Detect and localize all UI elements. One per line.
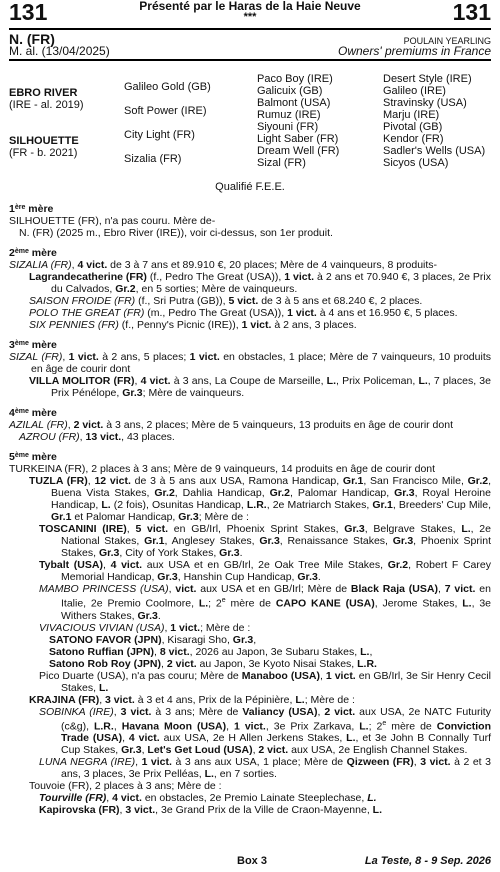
pedigree-gen3: Galicuix (GB) bbox=[257, 85, 323, 97]
pedigree-gen3: Stravinsky (USA) bbox=[383, 97, 467, 109]
dam-1-text: SILHOUETTE (FR), n'a pas couru. Mère de- bbox=[9, 215, 216, 227]
dam-5-grandproduce: SOBINKA (IRE), 3 vict. à 3 ans; Mère de Valiancy (USA), 2 vict. aux USA, 2e NATC Futurity (c&g), L.R., Havana Moon (USA), 1 vict., 3e Prix Zarkava, L.; 2e mère de Conviction Trade (USA), 4 vict. aux USA, 2e H Allen Jerkens Stakes, L., et 3e John B Connally Turf Cup Stakes, Gr.3, Let's Get Loud (USA), 2 vict. aux USA, 2e English Channel Stakes. bbox=[39, 705, 492, 756]
dam-3-text: SIZAL (FR), 1 vict. à 2 ans, 5 places; 1 vict. en obstacles, 1 place; Mère de 7 vainqueurs, 10 produits en âge de courir dont bbox=[9, 351, 491, 375]
section-heading: 5ème mère bbox=[9, 451, 57, 463]
horse-category: POULAIN YEARLING bbox=[403, 36, 491, 46]
owners-premiums: Owners' premiums in France bbox=[338, 44, 491, 58]
section-heading: 1ère mère bbox=[9, 203, 54, 215]
dam-5-grandproduce: Tybalt (USA), 4 vict. aux USA et en GB/Irl, 2e Oak Tree Mile Stakes, Gr.2, Robert F Carey Memorial Handicap, Gr.3, Hanshin Cup Handicap, Gr.3. bbox=[39, 559, 491, 583]
dam-info: (FR - b. 2021) bbox=[9, 147, 78, 159]
pedigree-gen3: Marju (IRE) bbox=[383, 109, 440, 121]
pedigree-gen3: Light Saber (FR) bbox=[257, 133, 339, 145]
female-family bbox=[9, 203, 491, 816]
pedigree-gen3: Siyouni (FR) bbox=[257, 121, 319, 133]
pedigree-gen3: Balmont (USA) bbox=[257, 97, 331, 109]
pedigree-gen3: Sicyos (USA) bbox=[383, 157, 449, 169]
sire-info: (IRE - al. 2019) bbox=[9, 99, 84, 111]
dam-5-grandproduce: Kapirovska (FR), 3 vict., 3e Grand Prix de la Ville de Craon-Mayenne, L. bbox=[39, 804, 383, 816]
presented-by: Présenté par le Haras de la Haie Neuve bbox=[139, 0, 361, 13]
dam-5-text: TURKEINA (FR), 2 places à 3 ans; Mère de 9 vainqueurs, 14 produits en âge de courir dont bbox=[9, 463, 436, 475]
pedigree-gen3: Pivotal (GB) bbox=[383, 121, 443, 133]
dam-2-produce: SIX PENNIES (FR) (f., Penny's Picnic (IRE)), 1 vict. à 2 ans, 3 places. bbox=[29, 319, 357, 331]
dam-5-greatgrandproduce: Satono Ruffian (JPN), 8 vict., 2026 au Japon, 3e Subaru Stakes, L., bbox=[49, 645, 373, 658]
dam-5-greatgrandproduce: Satono Rob Roy (JPN), 2 vict. au Japon, 3e Kyoto Nisai Stakes, L.R. bbox=[49, 657, 377, 670]
horse-sex-dob: M. al. (13/04/2025) bbox=[9, 44, 110, 58]
dam-5-greatgrandproduce: SATONO FAVOR (JPN), Kisaragi Sho, Gr.3, bbox=[49, 633, 257, 646]
dam-2-produce: SAISON FROIDE (FR) (f., Sri Putra (GB)), 5 vict. de 3 à 5 ans et 68.240 €, 2 places. bbox=[29, 295, 423, 307]
dam-5-grandproduce: Pico Duarte (USA), n'a pas couru; Mère de Manaboo (USA), 1 vict. en GB/Irl, 3e Sir Henry Cecil Stakes, L. bbox=[39, 669, 491, 694]
sire-name: EBRO RIVER bbox=[9, 87, 78, 99]
horse-name: N. (FR) bbox=[9, 31, 55, 47]
pedigree-gen3: Galileo (IRE) bbox=[383, 85, 446, 97]
dam-5-produce: TUZLA (FR), 12 vict. de 3 à 5 ans aux USA, Ramona Handicap, Gr.1, San Francisco Mile, Gr.2, Buena Vista Stakes, Gr.2, Dahlia Handicap, Gr.2, Palomar Handicap, Gr.3, Royal Heroine Handicap, L. (2 fois), Osunitas Handicap, L.R., 2e Matriarch Stakes, Gr.1, Breeders' Cup Mile, Gr.1 et Palomar Handicap, Gr.3; Mère de : bbox=[29, 475, 491, 523]
pedigree-gen3: Desert Style (IRE) bbox=[383, 73, 472, 85]
stars: *** bbox=[243, 11, 257, 23]
pedigree-gen2: City Light (FR) bbox=[124, 129, 195, 141]
pedigree-gen3: Paco Boy (IRE) bbox=[257, 73, 333, 85]
pedigree-gen2: Sizalia (FR) bbox=[124, 153, 182, 165]
dam-5-grandproduce: TOSCANINI (IRE), 5 vict. en GB/Irl, Phoenix Sprint Stakes, Gr.3, Belgrave Stakes, L., 2e National Stakes, Gr.1, Anglesey Stakes, Gr.3, Renaissance Stakes, Gr.3, Phoenix Sprint Stakes, Gr.3, City of York Stakes, Gr.3. bbox=[39, 523, 491, 559]
sale-venue-date: La Teste, 8 - 9 Sep. 2026 bbox=[364, 855, 491, 867]
lot-number-right: 131 bbox=[452, 0, 491, 25]
pedigree-gen3: Sadler's Wells (USA) bbox=[383, 145, 486, 157]
dam-5-produce: KRAJINA (FR), 3 vict. à 3 et 4 ans, Prix de la Pépinière, L.; Mère de : bbox=[29, 693, 355, 706]
dam-5-grandproduce: LUNA NEGRA (IRE), 1 vict. à 3 ans aux USA, 1 place; Mère de Qizween (FR), 3 vict. à 2 et 3 ans, 3 places, 3e Prix Pelléas, L., en 7 sorties. bbox=[39, 756, 491, 780]
section-heading: 2ème mère bbox=[9, 247, 57, 259]
pedigree-gen3: Rumuz (IRE) bbox=[257, 109, 321, 121]
dam-name: SILHOUETTE bbox=[9, 135, 79, 147]
pedigree-gen3: Dream Well (FR) bbox=[257, 145, 340, 157]
dam-4-text: AZILAL (FR), 2 vict. à 3 ans, 2 places; Mère de 5 vainqueurs, 13 produits en âge de courir dont bbox=[9, 419, 453, 431]
dam-5-grandproduce: MAMBO PRINCESS (USA), vict. aux USA et en GB/Irl; Mère de Black Raja (USA), 7 vict. en Italie, 2e Premio Coolmore, L.; 2e mère de CAPO KANE (USA), Jerome Stakes, L., 3e Withers Stakes, Gr.3. bbox=[39, 583, 491, 622]
pedigree-gen2: Galileo Gold (GB) bbox=[124, 81, 211, 93]
dam-2-produce: Lagrandecatherine (FR) (f., Pedro The Great (USA)), 1 vict. à 2 ans et 70.940 €, 3 places, 2e Prix du Calvados, Gr.2, en 5 sorties; Mère de vainqueurs. bbox=[29, 271, 491, 295]
pedigree-gen3: Kendor (FR) bbox=[383, 133, 444, 145]
dam-5-produce: Touvoie (FR), 2 places à 3 ans; Mère de : bbox=[29, 780, 222, 792]
lot-number-left: 131 bbox=[9, 0, 48, 25]
section-heading: 3ème mère bbox=[9, 339, 57, 351]
dam-3-produce: VILLA MOLITOR (FR), 4 vict. à 3 ans, La Coupe de Marseille, L., Prix Policeman, L., 7 places, 3e Prix Pénélope, Gr.3; Mère de vainqueurs. bbox=[29, 375, 491, 399]
dam-5-grandproduce: VIVACIOUS VIVIAN (USA), 1 vict.; Mère de : bbox=[39, 621, 251, 634]
dam-2-text: SIZALIA (FR), 4 vict. de 3 à 7 ans et 89.910 €, 20 places; Mère de 4 vainqueurs, 8 produits- bbox=[9, 259, 438, 271]
dam-1-produce: N. (FR) (2025 m., Ebro River (IRE)), voir ci-dessus, son 1er produit. bbox=[19, 227, 333, 239]
section-heading: 4ème mère bbox=[9, 407, 57, 419]
qualification: Qualifié F.E.E. bbox=[215, 181, 285, 193]
dam-2-produce: POLO THE GREAT (FR) (m., Pedro The Great (USA)), 1 vict. à 4 ans et 16.950 €, 5 places. bbox=[29, 307, 458, 319]
pedigree-rule bbox=[9, 59, 491, 61]
dam-5-grandproduce: Tourville (FR), 4 vict. en obstacles, 2e Premio Lainate Steeplechase, L. bbox=[39, 792, 377, 804]
pedigree-gen3: Sizal (FR) bbox=[257, 157, 306, 169]
box-number: Box 3 bbox=[237, 855, 267, 867]
header-rule bbox=[9, 28, 491, 30]
pedigree-gen2: Soft Power (IRE) bbox=[124, 105, 207, 117]
dam-4-produce: AZROU (FR), 13 vict., 43 places. bbox=[19, 431, 175, 443]
